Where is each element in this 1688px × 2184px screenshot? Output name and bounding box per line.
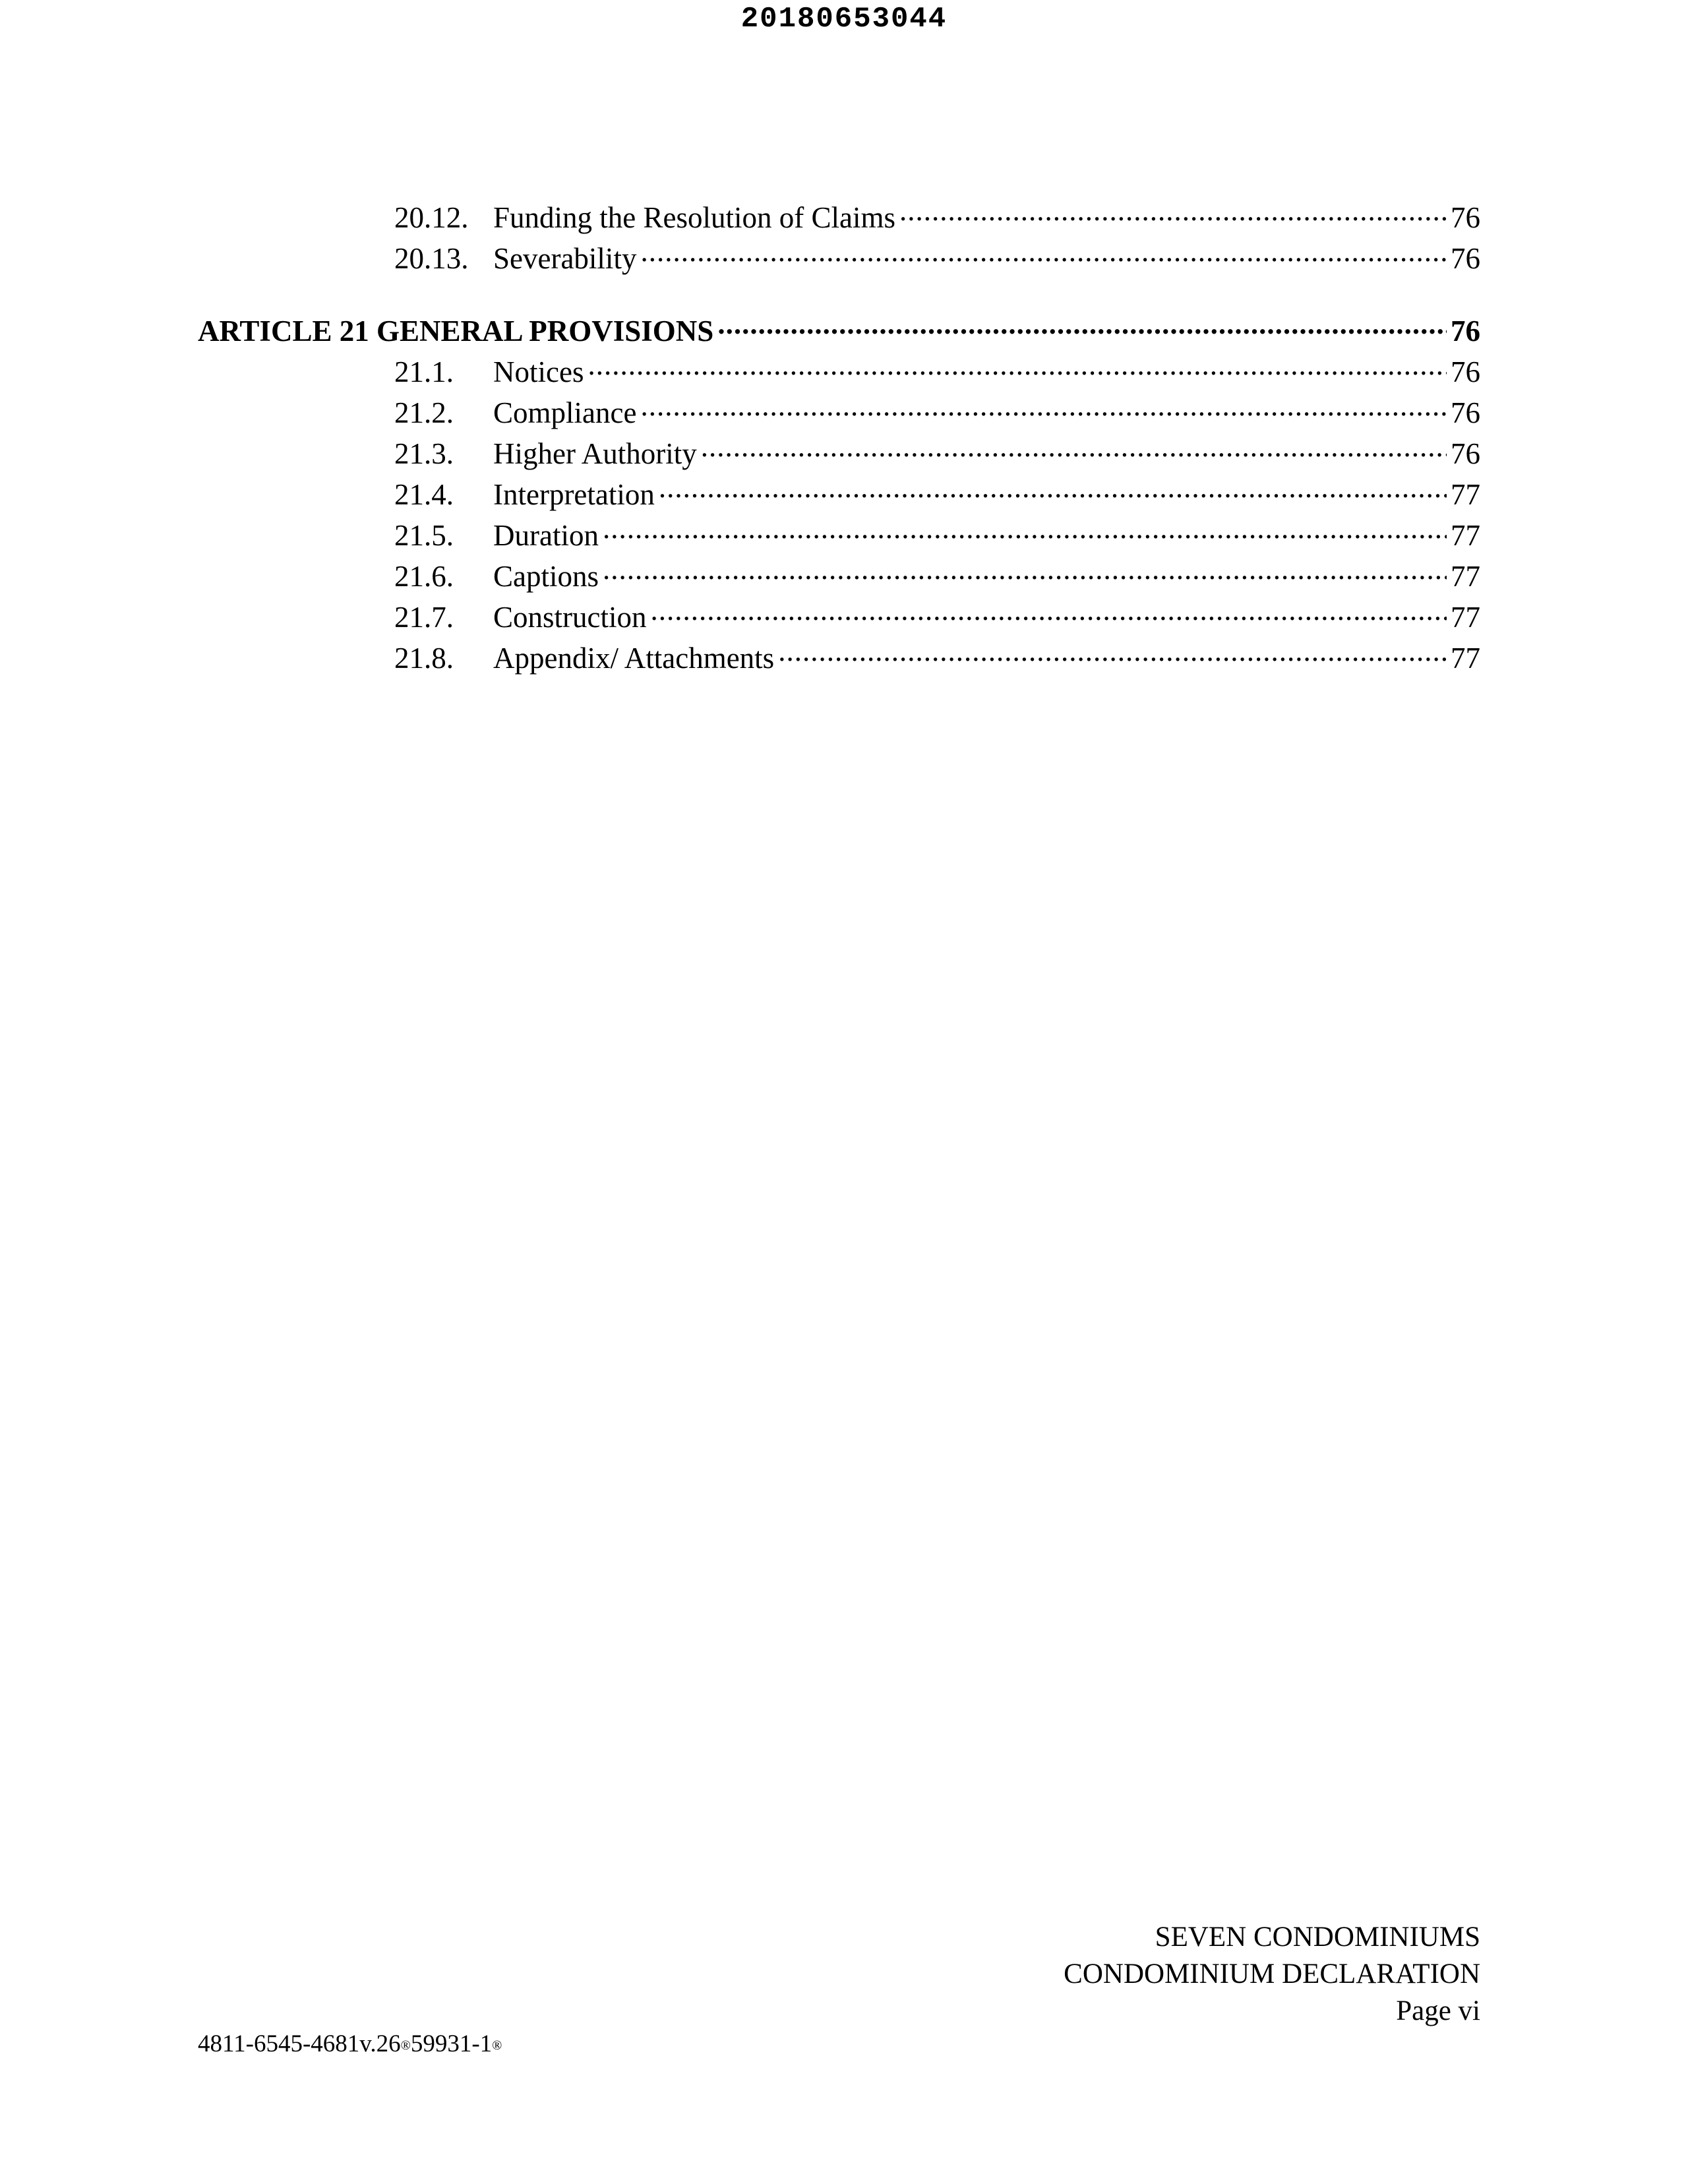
toc-entry-21-7[interactable] <box>198 597 1480 638</box>
toc-entry-page: 77 <box>1451 519 1480 552</box>
toc-entry-page: 76 <box>1451 242 1480 275</box>
toc-entry-21-1[interactable] <box>198 352 1480 393</box>
toc-entry-number: 21.5. <box>394 519 454 552</box>
toc-entry-title: Notices <box>493 355 584 388</box>
toc-entry-number: 21.8. <box>394 642 454 675</box>
dot-leader <box>651 597 1447 627</box>
toc-entry-number: 21.2. <box>394 396 454 429</box>
toc-entry-21-6[interactable] <box>198 557 1480 597</box>
table-of-contents <box>198 198 1480 679</box>
toc-entry-number: 21.6. <box>394 560 454 593</box>
footer-document-title: CONDOMINIUM DECLARATION <box>1064 1958 1480 1989</box>
toc-entry-20-13[interactable] <box>198 239 1480 280</box>
toc-entry-title: Severability <box>493 242 637 275</box>
doc-id-part2: 59931-1 <box>410 2030 493 2057</box>
toc-entry-title: Appendix/ Attachments <box>493 642 775 675</box>
toc-entry-21-3[interactable] <box>198 434 1480 475</box>
toc-entry-number: 21.7. <box>394 601 454 634</box>
toc-entry-number: 20.13. <box>394 242 469 275</box>
toc-entry-number: 20.12. <box>394 201 469 234</box>
toc-entry-page: 76 <box>1451 437 1480 470</box>
toc-entry-title: Captions <box>493 560 599 593</box>
toc-entry-number: 21.3. <box>394 437 454 470</box>
toc-entry-21-2[interactable] <box>198 393 1480 434</box>
dot-leader <box>640 239 1447 268</box>
toc-article-title: ARTICLE 21 GENERAL PROVISIONS <box>198 315 714 348</box>
toc-entry-title: Duration <box>493 519 599 552</box>
doc-id-part1: 4811-6545-4681v.26 <box>198 2030 401 2057</box>
footer-project-name: SEVEN CONDOMINIUMS <box>1155 1922 1480 1953</box>
toc-entry-title: Construction <box>493 601 647 634</box>
document-number: 20180653044 <box>740 3 948 36</box>
toc-entry-number: 21.4. <box>394 478 454 511</box>
footer-page-label: Page vi <box>1396 1995 1480 2026</box>
dot-leader <box>778 638 1447 668</box>
dot-leader <box>603 516 1447 545</box>
toc-entry-page: 76 <box>1451 396 1480 429</box>
toc-entry-page: 77 <box>1451 642 1480 675</box>
footer-document-id <box>198 2030 502 2058</box>
registered-mark-icon: ® <box>400 2038 411 2053</box>
toc-entry-title: Interpretation <box>493 478 655 511</box>
toc-entry-21-5[interactable] <box>198 516 1480 557</box>
toc-article-page: 76 <box>1451 315 1480 348</box>
toc-entry-page: 77 <box>1451 601 1480 634</box>
toc-entry-page: 77 <box>1451 478 1480 511</box>
toc-entry-number: 21.1. <box>394 355 454 388</box>
dot-leader <box>659 475 1447 504</box>
dot-leader <box>701 434 1447 464</box>
toc-entry-title: Compliance <box>493 396 637 429</box>
dot-leader <box>899 198 1447 228</box>
dot-leader <box>588 352 1447 382</box>
registered-mark-icon: ® <box>492 2038 502 2053</box>
dot-leader <box>603 557 1447 586</box>
footer-document-info <box>1064 1919 1480 2030</box>
toc-entry-20-12[interactable] <box>198 198 1480 239</box>
toc-entry-page: 77 <box>1451 560 1480 593</box>
toc-entry-page: 76 <box>1451 355 1480 388</box>
toc-entry-title: Funding the Resolution of Claims <box>493 201 896 234</box>
toc-entry-21-4[interactable] <box>198 475 1480 516</box>
toc-article-21[interactable] <box>198 311 1480 352</box>
toc-entry-page: 76 <box>1451 201 1480 234</box>
dot-leader <box>640 393 1447 423</box>
toc-entry-title: Higher Authority <box>493 437 697 470</box>
dot-leader <box>717 311 1447 341</box>
toc-entry-21-8[interactable] <box>198 638 1480 679</box>
